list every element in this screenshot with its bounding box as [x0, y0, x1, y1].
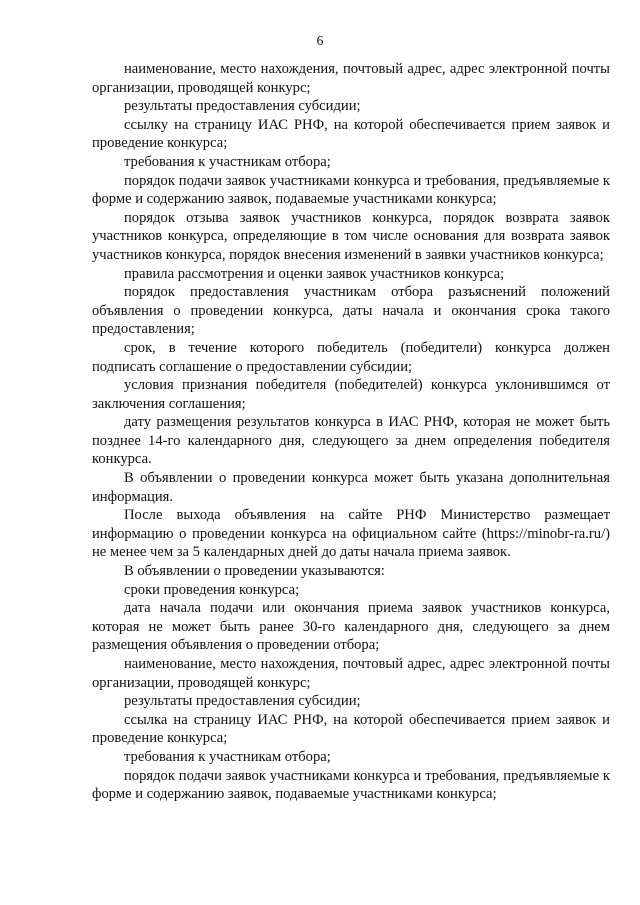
paragraph: порядок отзыва заявок участников конкурса, порядок возврата заявок участников конкурса, определяющие в том числе основания для возврата заявок участников конкурса, порядок внесения изменений в заявки участников конкурса; [92, 209, 610, 263]
paragraph: В объявлении о проведении конкурса может быть указана дополнительная информация. [92, 470, 610, 505]
paragraph: срок, в течение которого победитель (победители) конкурса должен подписать соглашение о предоставлении субсидии; [92, 339, 610, 375]
paragraph: порядок подачи заявок участниками конкурса и требования, предъявляемые к форме и содержанию заявок, подаваемые участниками конкурса; [92, 767, 610, 803]
paragraph: наименование, место нахождения, почтовый адрес, адрес электронной почты организации, проводящей конкурс; [92, 61, 610, 96]
paragraph: дата начала подачи или окончания приема заявок участников конкурса, которая не может быть ранее 30-го календарного дня, следующего за днем размещения объявления о проведении отбора; [92, 600, 610, 654]
document-body [92, 60, 610, 804]
paragraph: результаты предоставления субсидии; [124, 98, 361, 115]
paragraph: В объявлении о проведении указываются: [124, 563, 385, 580]
paragraph: правила рассмотрения и оценки заявок участников конкурса; [124, 265, 505, 282]
paragraph: требования к участникам отбора; [124, 748, 331, 765]
paragraph: наименование, место нахождения, почтовый адрес, адрес электронной почты организации, проводящей конкурс; [92, 656, 610, 691]
paragraph: ссылку на страницу ИАС РНФ, на которой обеспечивается прием заявок и проведение конкурса; [92, 116, 610, 152]
paragraph: ссылка на страницу ИАС РНФ, на которой обеспечивается прием заявок и проведение конкурса; [92, 711, 610, 747]
paragraph: требования к участникам отбора; [124, 153, 331, 170]
paragraph: условия признания победителя (победителей) конкурса уклонившимся от заключения соглашения; [92, 377, 610, 412]
paragraph: порядок предоставления участникам отбора разъяснений положений объявления о проведении конкурса, даты начала и окончания срока такого предоставления; [92, 284, 610, 338]
paragraph: дату размещения результатов конкурса в ИАС РНФ, которая не может быть позднее 14-го календарного дня, следующего за днем определения победителя конкурса. [92, 414, 610, 468]
paragraph: результаты предоставления субсидии; [124, 693, 361, 710]
paragraph: порядок подачи заявок участниками конкурса и требования, предъявляемые к форме и содержанию заявок, подаваемые участниками конкурса; [92, 172, 610, 208]
page-number: 6 [316, 33, 324, 48]
paragraph: После выхода объявления на сайте РНФ Министерство размещает информацию о проведении конкурса на официальном сайте (https://minobr-ra.ru/) не менее чем за 5 календарных дней до даты начала приема заявок. [92, 507, 610, 561]
paragraph: сроки проведения конкурса; [124, 581, 300, 598]
